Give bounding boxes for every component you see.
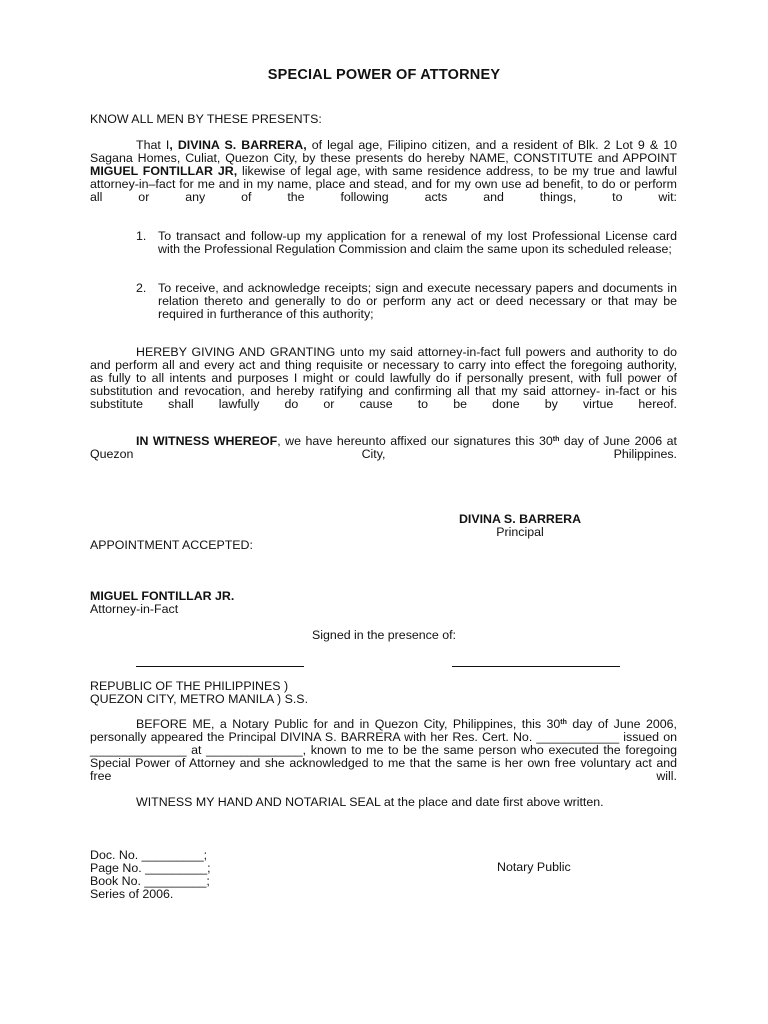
- witness-text-b: day of June 2006 at Quezon City, Philippines.: [90, 434, 677, 461]
- list-item-number: 1.: [136, 229, 147, 243]
- witness-ordinal: th: [552, 436, 560, 443]
- list-item: [136, 230, 677, 256]
- venue-line-2: QUEZON CITY, METRO MANILA ) S.S.: [90, 692, 309, 706]
- para1-text-b: likewise of legal age, with same residence address, to be my true and lawful attorney-in–fact for me and in my name, place and stead, and for my own use ad benefit, to do or perform all or any of the following acts and things, to wit:: [90, 163, 678, 204]
- witness-lead: IN WITNESS WHEREOF: [136, 434, 278, 448]
- principal-name-inline: , DIVINA S. BARRERA,: [169, 138, 307, 152]
- doc-reference-block: [90, 849, 211, 901]
- appointment-accepted-label: APPOINTMENT ACCEPTED:: [90, 538, 253, 552]
- document-title: SPECIAL POWER OF ATTORNEY: [267, 67, 501, 83]
- attorney-signature-block: [90, 590, 234, 616]
- principal-name: DIVINA S. BARRERA: [458, 512, 582, 526]
- series-year: Series of 2006.: [90, 886, 174, 901]
- attorney-role: Attorney-in-Fact: [90, 601, 179, 616]
- witness-paragraph: [90, 435, 677, 474]
- list-item: [136, 282, 677, 321]
- list-item-text: To transact and follow-up my application for a renewal of my lost Professional License card with the Professional Regulation Commission and claim the same upon its scheduled release;: [158, 229, 677, 256]
- venue-line-1: REPUBLIC OF THE PHILIPPINES ): [90, 679, 289, 693]
- attorney-name: MIGUEL FONTILLAR JR.: [90, 589, 235, 603]
- principal-role: Principal: [496, 524, 544, 539]
- book-number: Book No. _________;: [90, 873, 210, 888]
- para1-intro: That I: [136, 138, 170, 152]
- doc-number: Doc. No. _________;: [90, 848, 208, 862]
- notarial-text-b: day of June 2006, personally appeared the Principal DIVINA S. BARRERA with her Res. Cert. No. ____________ issued on ______________ at ______________, known to me to be the same person who executed the foregoing Special Power of Attorney and she acknowledged to me that the same is her own free voluntary act and free will.: [90, 717, 677, 783]
- notarial-ordinal: th: [560, 719, 567, 726]
- opening-line: KNOW ALL MEN BY THESE PRESENTS:: [90, 112, 322, 126]
- principal-signature-block: [440, 513, 600, 539]
- list-item-number: 2.: [136, 281, 147, 295]
- page-number: Page No. _________;: [90, 860, 211, 875]
- granting-paragraph: HEREBY GIVING AND GRANTING unto my said attorney-in-fact full powers and authority to do and perform all and every act and thing requisite or necessary to carry into effect the foregoing authority, as fully to all intents and purposes I might or could lawfully do if personally present, with full power of substitution and revocation, and hereby ratifying and confirming all that my said attorney- in-fact or his substitute shall lawfully do or cause to be done by virtue hereof.: [90, 345, 677, 411]
- witness-signature-line-left: [136, 666, 304, 667]
- witness-hand-line: WITNESS MY HAND AND NOTARIAL SEAL at the place and date first above written.: [136, 795, 604, 809]
- para1-text-a: of legal age, Filipino citizen, and a resident of Blk. 2 Lot 9 & 10 Sagana Homes, Culiat, Quezon City, by these presents do hereby NAME, CONSTITUTE and APPOINT: [90, 138, 677, 165]
- list-item-text: To receive, and acknowledge receipts; sign and execute necessary papers and documents in relation thereto and generally to do or perform any act or deed necessary or that may be required in furtherance of this authority;: [158, 281, 677, 321]
- witness-signature-line-right: [452, 666, 620, 667]
- attorney-name-inline: MIGUEL FONTILLAR JR,: [90, 163, 238, 178]
- notarial-text-a: BEFORE ME, a Notary Public for and in Quezon City, Philippines, this 30: [136, 717, 561, 731]
- notary-public-label: Notary Public: [497, 860, 571, 874]
- witness-text-a: , we have hereunto affixed our signatures this 30: [277, 434, 553, 448]
- appointment-paragraph: [90, 139, 677, 216]
- notarial-paragraph: [90, 718, 677, 795]
- signed-presence-label: Signed in the presence of:: [312, 628, 456, 642]
